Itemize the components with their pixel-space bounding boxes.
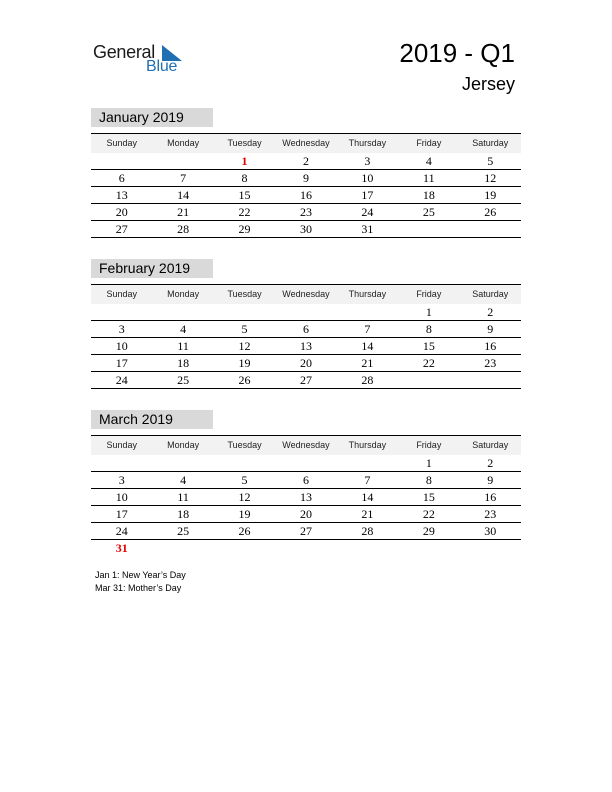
day-cell: 3 [118, 322, 125, 336]
day-cell: 14 [361, 490, 374, 504]
day-cell: 28 [361, 373, 374, 387]
calendar-grid [91, 435, 521, 557]
day-cell: 19 [484, 188, 497, 202]
day-cell [460, 221, 521, 237]
day-cell: 4 [425, 154, 432, 168]
week-row [91, 523, 521, 540]
day-cell: 22 [238, 205, 251, 219]
week-row [91, 187, 521, 204]
week-row [91, 170, 521, 187]
month-title: January 2019 [91, 108, 213, 127]
day-cell: 15 [238, 188, 251, 202]
day-cell: 13 [299, 339, 312, 353]
day-cell: 8 [241, 171, 248, 185]
day-cell: 6 [302, 322, 309, 336]
logo-text-blue: Blue [146, 58, 178, 75]
weekday-label: Sunday [106, 138, 137, 148]
day-cell: 17 [115, 356, 128, 370]
day-cell: 16 [484, 339, 497, 353]
day-cell: 5 [241, 322, 248, 336]
day-cell: 26 [484, 205, 497, 219]
day-cell [91, 455, 152, 471]
day-cell [275, 304, 336, 320]
weekday-label: Wednesday [282, 138, 330, 148]
weekday-label: Saturday [472, 138, 509, 148]
week-row [91, 321, 521, 338]
weekday-label: Friday [416, 440, 442, 450]
day-cell: 15 [422, 339, 435, 353]
day-cell: 26 [238, 373, 251, 387]
week-row [91, 304, 521, 321]
day-cell: 18 [422, 188, 435, 202]
week-row [91, 204, 521, 221]
month-title: February 2019 [91, 259, 213, 278]
day-cell: 16 [484, 490, 497, 504]
week-row [91, 372, 521, 389]
weekday-label: Monday [167, 289, 200, 299]
day-cell: 1 [425, 456, 432, 470]
day-cell: 6 [302, 473, 309, 487]
day-cell: 30 [484, 524, 497, 538]
day-cell: 6 [118, 171, 125, 185]
logo-text-general: General [93, 42, 155, 62]
day-cell: 21 [177, 205, 190, 219]
week-row [91, 221, 521, 238]
day-cell [214, 304, 275, 320]
weekday-label: Monday [167, 440, 200, 450]
day-cell [214, 540, 275, 557]
week-row [91, 540, 521, 557]
day-cell: 9 [302, 171, 309, 185]
day-cell [398, 372, 459, 388]
weekday-label: Saturday [472, 289, 509, 299]
day-cell: 11 [423, 171, 435, 185]
day-cell: 10 [115, 339, 128, 353]
day-cell: 2 [302, 154, 309, 168]
day-cell [91, 153, 152, 169]
day-cell [398, 540, 459, 557]
day-cell: 25 [177, 524, 190, 538]
day-cell: 10 [361, 171, 374, 185]
day-cell: 19 [238, 507, 251, 521]
day-cell: 13 [115, 188, 128, 202]
day-cell: 22 [422, 507, 435, 521]
weekday-label: Friday [416, 138, 442, 148]
day-cell: 28 [177, 222, 190, 236]
day-cell: 12 [238, 339, 251, 353]
day-cell: 3 [118, 473, 125, 487]
weekday-label: Thursday [348, 138, 387, 148]
day-cell: 29 [422, 524, 435, 538]
day-cell [91, 304, 152, 320]
day-cell: 23 [484, 356, 497, 370]
day-cell [152, 153, 213, 169]
day-cell: 21 [361, 356, 374, 370]
day-cell: 1 [425, 305, 432, 319]
day-cell: 4 [180, 322, 187, 336]
day-cell: 24 [115, 373, 128, 387]
weekday-label: Monday [167, 138, 200, 148]
day-cell: 25 [177, 373, 190, 387]
month-block-january [91, 108, 521, 238]
day-cell: 4 [180, 473, 187, 487]
day-cell [398, 221, 459, 237]
weekday-header-row [91, 134, 521, 153]
holiday-notes [95, 569, 186, 595]
day-cell [275, 540, 336, 557]
day-cell [152, 304, 213, 320]
weekday-label: Friday [416, 289, 442, 299]
weekday-header-row [91, 285, 521, 304]
week-row [91, 355, 521, 372]
day-cell: 7 [364, 322, 371, 336]
day-cell: 23 [484, 507, 497, 521]
day-cell: 10 [115, 490, 128, 504]
day-cell: 25 [422, 205, 435, 219]
weekday-label: Saturday [472, 440, 509, 450]
page-title: 2019 - Q1 [399, 38, 515, 68]
day-cell: 27 [115, 222, 128, 236]
day-cell: 12 [238, 490, 251, 504]
weekday-label: Thursday [348, 440, 387, 450]
weekday-label: Tuesday [227, 289, 262, 299]
day-cell: 11 [177, 339, 189, 353]
day-cell: 29 [238, 222, 251, 236]
day-cell [460, 540, 521, 557]
brand-logo [93, 42, 193, 78]
weekday-label: Sunday [106, 440, 137, 450]
day-cell: 28 [361, 524, 374, 538]
week-row [91, 153, 521, 170]
day-cell: 2 [487, 305, 494, 319]
day-cell: 8 [425, 322, 432, 336]
weekday-label: Thursday [348, 289, 387, 299]
day-cell: 27 [299, 524, 312, 538]
day-cell: 9 [487, 322, 494, 336]
day-cell: 19 [238, 356, 251, 370]
day-cell: 26 [238, 524, 251, 538]
month-block-march [91, 410, 521, 557]
day-cell: 20 [299, 356, 312, 370]
weekday-label: Tuesday [227, 138, 262, 148]
weekday-label: Sunday [106, 289, 137, 299]
day-cell: 14 [361, 339, 374, 353]
month-title: March 2019 [91, 410, 213, 429]
day-cell: 21 [361, 507, 374, 521]
day-cell [337, 304, 398, 320]
day-cell: 15 [422, 490, 435, 504]
weekday-label: Tuesday [227, 440, 262, 450]
day-cell: 7 [364, 473, 371, 487]
day-cell [337, 540, 398, 557]
day-cell: 17 [361, 188, 374, 202]
day-cell [214, 455, 275, 471]
day-cell: 18 [177, 356, 190, 370]
day-cell: 27 [299, 373, 312, 387]
holiday-note: Mar 31: Mother’s Day [95, 583, 182, 593]
calendar-grid [91, 284, 521, 389]
day-cell: 18 [177, 507, 190, 521]
day-cell: 5 [487, 154, 494, 168]
day-cell: 30 [299, 222, 312, 236]
day-cell: 13 [299, 490, 312, 504]
weekday-label: Wednesday [282, 440, 330, 450]
day-cell: 31 [361, 222, 374, 236]
day-cell: 2 [487, 456, 494, 470]
day-cell: 11 [177, 490, 189, 504]
weekday-label: Wednesday [282, 289, 330, 299]
week-row [91, 506, 521, 523]
day-cell: 16 [299, 188, 312, 202]
day-cell: 20 [299, 507, 312, 521]
week-row [91, 455, 521, 472]
week-row [91, 489, 521, 506]
calendar-grid [91, 133, 521, 238]
day-cell [152, 455, 213, 471]
holiday-note: Jan 1: New Year’s Day [95, 570, 186, 580]
holiday-day-cell: 1 [241, 154, 248, 168]
day-cell: 14 [177, 188, 190, 202]
day-cell: 12 [484, 171, 497, 185]
day-cell: 24 [361, 205, 374, 219]
day-cell: 23 [299, 205, 312, 219]
day-cell: 17 [115, 507, 128, 521]
day-cell: 8 [425, 473, 432, 487]
day-cell [337, 455, 398, 471]
weekday-header-row [91, 436, 521, 455]
day-cell [460, 372, 521, 388]
holiday-day-cell: 31 [115, 541, 128, 555]
day-cell: 9 [487, 473, 494, 487]
day-cell: 22 [422, 356, 435, 370]
region-name: Jersey [461, 74, 515, 94]
week-row [91, 338, 521, 355]
day-cell: 5 [241, 473, 248, 487]
week-row [91, 472, 521, 489]
day-cell: 20 [115, 205, 128, 219]
month-block-february [91, 259, 521, 389]
day-cell [152, 540, 213, 557]
day-cell: 24 [115, 524, 128, 538]
day-cell [275, 455, 336, 471]
day-cell: 7 [180, 171, 187, 185]
day-cell: 3 [364, 154, 371, 168]
